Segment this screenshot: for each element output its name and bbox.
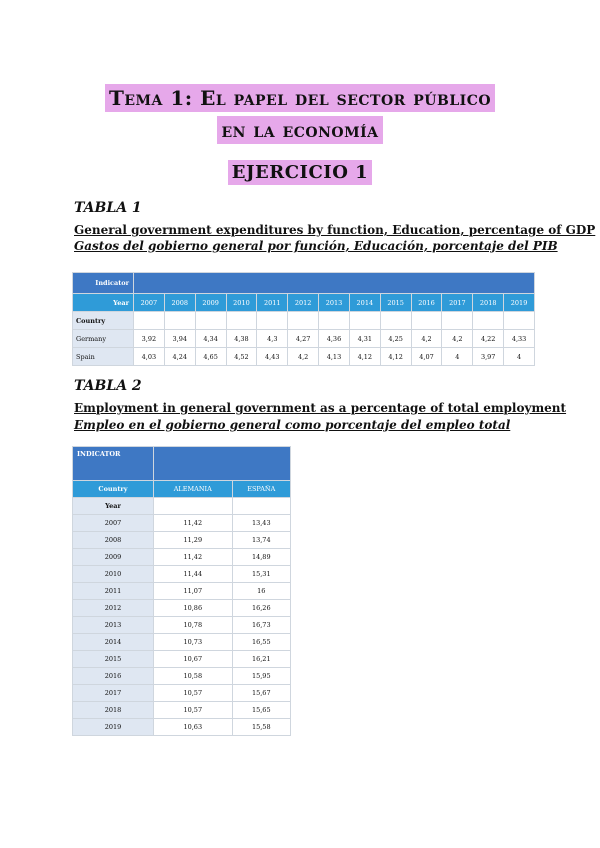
tabla1-value-cell: 3,92 — [134, 330, 165, 348]
tabla1-indicator-label: Indicator — [73, 273, 134, 294]
tabla2-value-cell: 15,95 — [232, 668, 290, 685]
tabla1-table — [72, 272, 535, 366]
tabla1-value-cell: 4,31 — [349, 330, 380, 348]
tabla1-country-name: Spain — [73, 348, 134, 366]
tabla1-empty-cell — [257, 312, 288, 330]
tabla1-year-header: 2019 — [504, 294, 535, 312]
tabla2-value-cell: 10,63 — [154, 719, 233, 736]
tabla2-year-cell: 2015 — [73, 651, 154, 668]
tabla2-value-cell: 11,44 — [154, 566, 233, 583]
tabla2-data-row — [73, 685, 291, 702]
tabla2-year-cell: 2010 — [73, 566, 154, 583]
tabla2-value-cell: 16,73 — [232, 617, 290, 634]
tabla1-value-cell: 4 — [442, 348, 473, 366]
exercise-heading-text: EJERCICIO 1 — [228, 160, 372, 185]
tabla2-country-label: Country — [73, 481, 154, 498]
tabla2-data-row — [73, 617, 291, 634]
tabla1-value-cell: 4,52 — [226, 348, 257, 366]
tabla1-year-header: 2013 — [319, 294, 350, 312]
tabla1-country-label: Country — [73, 312, 134, 330]
tabla1-year-row — [73, 294, 535, 312]
page-title-text-2: en la economía — [217, 116, 382, 144]
tabla2-empty-cell — [154, 498, 233, 515]
tabla1-value-cell: 3,94 — [164, 330, 195, 348]
tabla1-value-cell: 4,3 — [257, 330, 288, 348]
tabla1-value-cell: 4,2 — [288, 348, 319, 366]
tabla1-empty-cell — [380, 312, 411, 330]
tabla2-year-label: Year — [73, 498, 154, 515]
tabla2-empty-cell — [232, 498, 290, 515]
tabla1-empty-cell — [319, 312, 350, 330]
tabla2-value-cell: 13,74 — [232, 532, 290, 549]
tabla1-country-row — [73, 312, 535, 330]
tabla2-year-cell: 2014 — [73, 634, 154, 651]
tabla2-value-cell: 11,42 — [154, 515, 233, 532]
tabla1-empty-cell — [226, 312, 257, 330]
tabla1-value-cell: 4,65 — [195, 348, 226, 366]
tabla2-year-cell: 2013 — [73, 617, 154, 634]
tabla2-year-cell: 2007 — [73, 515, 154, 532]
tabla2-data-row — [73, 515, 291, 532]
tabla2-year-cell: 2008 — [73, 532, 154, 549]
tabla2-value-cell: 10,57 — [154, 702, 233, 719]
exercise-heading — [0, 162, 600, 183]
tabla1-empty-cell — [504, 312, 535, 330]
tabla2-caption-es: Empleo en el gobierno general como porcentaje del empleo total — [74, 418, 511, 432]
tabla1-year-header: 2011 — [257, 294, 288, 312]
tabla1-label: TABLA 1 — [74, 200, 142, 216]
tabla2-indicator-row — [73, 447, 291, 481]
tabla2-indicator-fill — [154, 447, 291, 481]
page-title-text-1: Tema 1: El papel del sector público — [105, 84, 495, 112]
tabla2-value-cell: 16,21 — [232, 651, 290, 668]
tabla2-value-cell: 13,43 — [232, 515, 290, 532]
tabla2-data-row — [73, 668, 291, 685]
tabla2-value-cell: 11,29 — [154, 532, 233, 549]
tabla2-value-cell: 15,31 — [232, 566, 290, 583]
tabla2-value-cell: 16 — [232, 583, 290, 600]
tabla1-year-header: 2017 — [442, 294, 473, 312]
tabla1-year-header: 2010 — [226, 294, 257, 312]
tabla2-data-row — [73, 583, 291, 600]
tabla1-value-cell: 4,2 — [411, 330, 442, 348]
page-title-line-2 — [0, 118, 600, 142]
tabla2-value-cell: 10,78 — [154, 617, 233, 634]
tabla1-value-cell: 4,43 — [257, 348, 288, 366]
tabla1-empty-cell — [195, 312, 226, 330]
tabla2-value-cell: 10,58 — [154, 668, 233, 685]
tabla2-data-row — [73, 532, 291, 549]
tabla1-value-cell: 3,97 — [473, 348, 504, 366]
tabla2-value-cell: 15,58 — [232, 719, 290, 736]
tabla1-year-header: 2015 — [380, 294, 411, 312]
tabla1-value-cell: 4,13 — [319, 348, 350, 366]
tabla1-empty-cell — [411, 312, 442, 330]
tabla2-value-cell: 10,86 — [154, 600, 233, 617]
tabla2-data-row — [73, 549, 291, 566]
tabla2-year-cell: 2016 — [73, 668, 154, 685]
tabla2-data-row — [73, 719, 291, 736]
tabla2-year-cell: 2011 — [73, 583, 154, 600]
tabla2-value-cell: 16,55 — [232, 634, 290, 651]
tabla1-value-cell: 4,27 — [288, 330, 319, 348]
tabla1-empty-cell — [134, 312, 165, 330]
tabla1-data-row — [73, 330, 535, 348]
tabla1-indicator-row — [73, 273, 535, 294]
tabla2-caption-en: Employment in general government as a percentage of total employment — [74, 401, 567, 415]
tabla2-data-row — [73, 651, 291, 668]
tabla1-value-cell: 4 — [504, 348, 535, 366]
tabla1-year-header: 2008 — [164, 294, 195, 312]
tabla2-data-row — [73, 600, 291, 617]
tabla2-table — [72, 446, 291, 736]
tabla1-value-cell: 4,38 — [226, 330, 257, 348]
tabla1-value-cell: 4,36 — [319, 330, 350, 348]
tabla2-value-cell: 10,57 — [154, 685, 233, 702]
tabla1-value-cell: 4,07 — [411, 348, 442, 366]
tabla1-empty-cell — [442, 312, 473, 330]
tabla1-value-cell: 4,22 — [473, 330, 504, 348]
tabla2-value-cell: 15,67 — [232, 685, 290, 702]
tabla2-data-row — [73, 702, 291, 719]
tabla1-value-cell: 4,03 — [134, 348, 165, 366]
tabla1-value-cell: 4,12 — [380, 348, 411, 366]
tabla2-data-row — [73, 566, 291, 583]
tabla2-value-cell: 10,67 — [154, 651, 233, 668]
tabla1-year-header: 2014 — [349, 294, 380, 312]
tabla2-value-cell: 16,26 — [232, 600, 290, 617]
tabla1-empty-cell — [288, 312, 319, 330]
tabla1-value-cell: 4,25 — [380, 330, 411, 348]
tabla1-indicator-fill — [134, 273, 535, 294]
tabla1-year-header: 2016 — [411, 294, 442, 312]
tabla1-empty-cell — [473, 312, 504, 330]
tabla2-value-cell: 15,65 — [232, 702, 290, 719]
page-title-line-1 — [0, 86, 600, 110]
tabla1-year-header: 2009 — [195, 294, 226, 312]
tabla1-data-row — [73, 348, 535, 366]
tabla2-indicator-label: INDICATOR — [73, 447, 154, 481]
tabla1-year-header: 2012 — [288, 294, 319, 312]
tabla2-year-cell: 2012 — [73, 600, 154, 617]
tabla1-year-header: 2007 — [134, 294, 165, 312]
tabla2-column-header: ALEMANIA — [154, 481, 233, 498]
tabla1-year-header: 2018 — [473, 294, 504, 312]
tabla2-value-cell: 14,89 — [232, 549, 290, 566]
tabla1-caption-es: Gastos del gobierno general por función, Educación, porcentaje del PIB — [74, 239, 558, 253]
tabla2-data-row — [73, 634, 291, 651]
tabla1-year-label: Year — [73, 294, 134, 312]
tabla1-country-name: Germany — [73, 330, 134, 348]
tabla2-column-header: ESPAÑA — [232, 481, 290, 498]
tabla2-year-cell: 2009 — [73, 549, 154, 566]
tabla2-year-cell: 2018 — [73, 702, 154, 719]
tabla2-value-cell: 10,73 — [154, 634, 233, 651]
tabla1-caption-en: General government expenditures by function, Education, percentage of GDP — [74, 223, 596, 237]
tabla1-value-cell: 4,34 — [195, 330, 226, 348]
tabla2-value-cell: 11,42 — [154, 549, 233, 566]
tabla1-value-cell: 4,24 — [164, 348, 195, 366]
tabla1-value-cell: 4,12 — [349, 348, 380, 366]
tabla1-value-cell: 4,2 — [442, 330, 473, 348]
tabla2-label: TABLA 2 — [74, 378, 142, 394]
tabla1-empty-cell — [349, 312, 380, 330]
tabla1-empty-cell — [164, 312, 195, 330]
tabla2-year-label-row — [73, 498, 291, 515]
tabla2-year-cell: 2017 — [73, 685, 154, 702]
tabla1-value-cell: 4,33 — [504, 330, 535, 348]
tabla2-value-cell: 11,07 — [154, 583, 233, 600]
tabla2-country-row — [73, 481, 291, 498]
tabla2-year-cell: 2019 — [73, 719, 154, 736]
